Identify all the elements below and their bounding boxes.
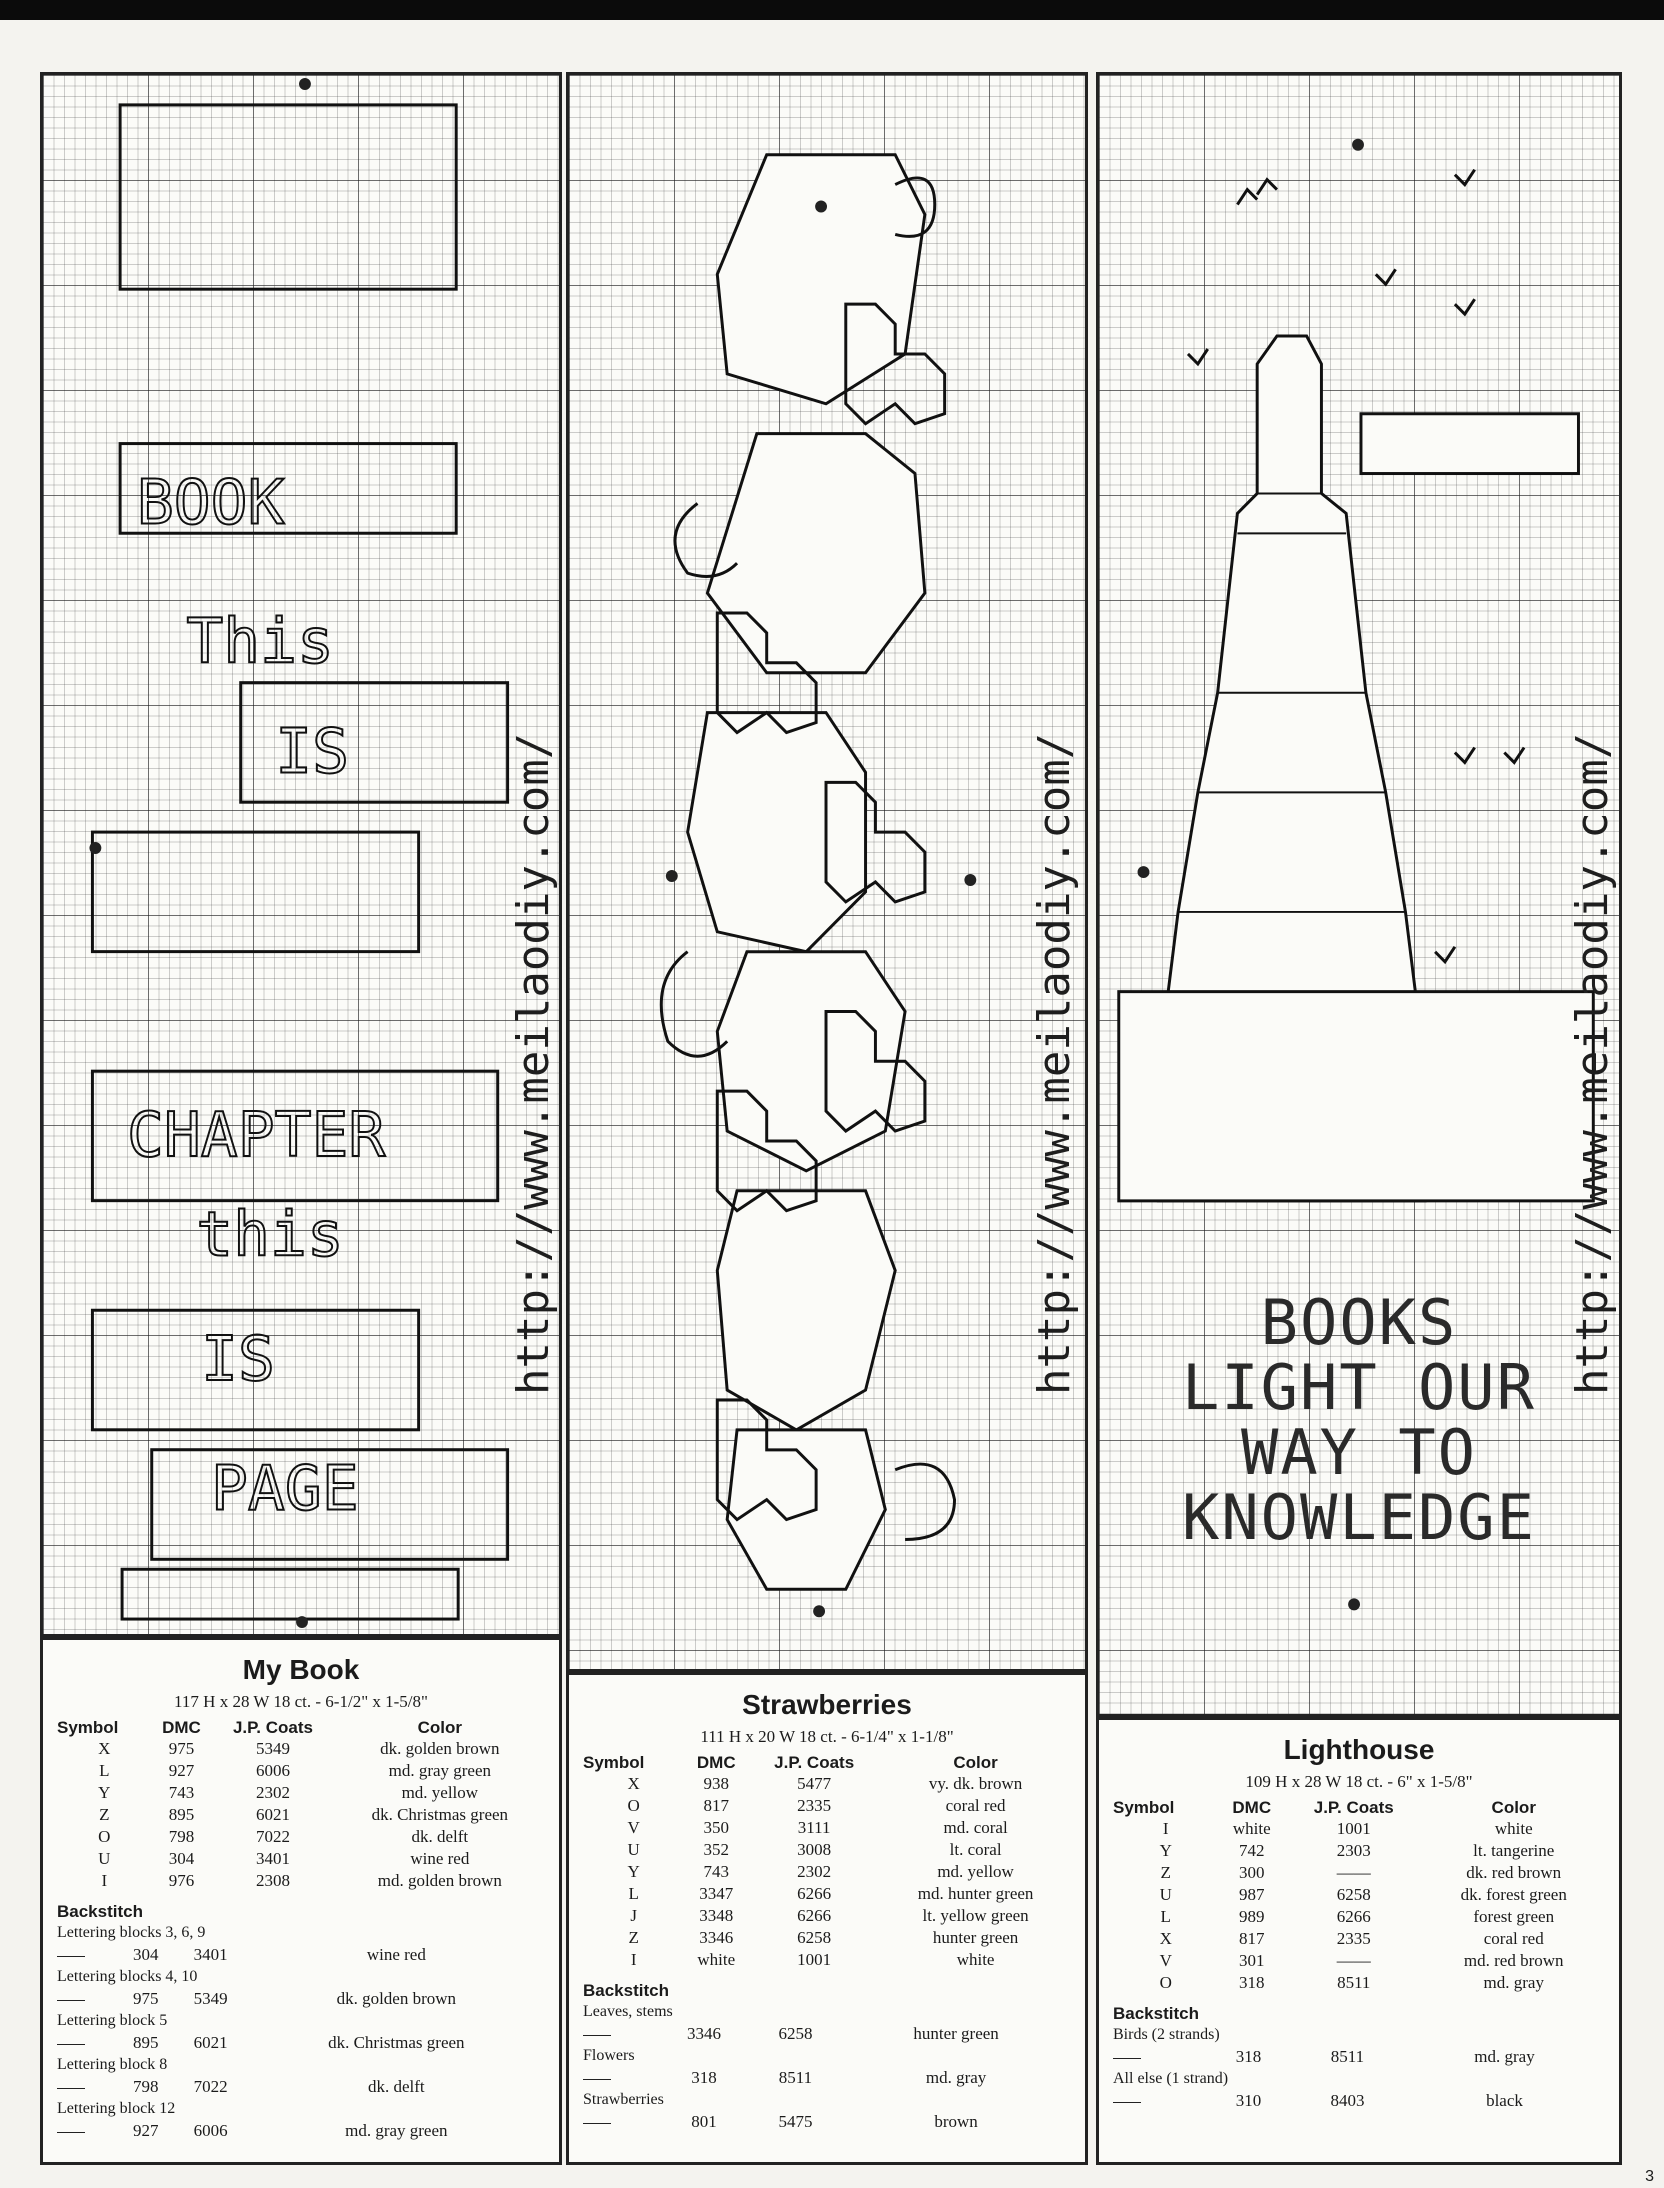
- jp-cell: 2303: [1336, 1841, 1371, 1860]
- color-cell: hunter green: [932, 1928, 1019, 1947]
- phrase-line-1: BOOKS: [1260, 1286, 1458, 1359]
- color-cell: md. gray: [925, 2068, 987, 2087]
- table-row: [1113, 1818, 1605, 1840]
- backstitch-table: [1113, 2024, 1605, 2112]
- dmc-cell: 927: [133, 2121, 159, 2140]
- color-cell: md. red brown: [1463, 1951, 1564, 1970]
- jp-cell: 5349: [255, 1739, 290, 1758]
- jp-cell: 8511: [1337, 1973, 1371, 1992]
- svg-text:PAGE: PAGE: [211, 1452, 359, 1525]
- svg-text:IS: IS: [201, 1322, 275, 1396]
- pattern-title: Lighthouse: [1283, 1734, 1435, 1765]
- color-cell: black: [1486, 2091, 1523, 2110]
- backstitch-label-row: [1113, 2068, 1605, 2090]
- dmc-cell: 975: [133, 1989, 159, 2008]
- header-jp: J.P. Coats: [1313, 1798, 1394, 1817]
- backstitch-row: [57, 2120, 545, 2142]
- symbol-cell: X: [98, 1739, 111, 1758]
- header-dmc: DMC: [1232, 1798, 1272, 1817]
- symbol-cell: J: [630, 1906, 637, 1925]
- header-color: Color: [953, 1753, 998, 1772]
- jp-cell: 2308: [255, 1871, 290, 1890]
- color-key-table: [57, 1718, 545, 1892]
- color-cell: dk. forest green: [1460, 1885, 1567, 1904]
- table-row: [583, 1883, 1071, 1905]
- table-row: [57, 1760, 545, 1782]
- color-cell: md. yellow: [401, 1783, 479, 1802]
- my-book-chart-grid: [40, 72, 562, 1637]
- backstitch-label: Lettering blocks 4, 10: [57, 1968, 198, 1985]
- jp-cell: ——: [1336, 1951, 1371, 1970]
- color-cell: md. gray: [1483, 1973, 1544, 1992]
- dmc-cell: 300: [1239, 1863, 1265, 1882]
- color-cell: forest green: [1473, 1907, 1555, 1926]
- color-cell: lt. yellow green: [922, 1906, 1029, 1925]
- symbol-cell: O: [1159, 1973, 1172, 1992]
- color-cell: md. gray green: [388, 1761, 492, 1780]
- table-row: [1113, 1862, 1605, 1884]
- pattern-size: 117 H x 28 W 18 ct. - 6-1/2" x 1-5/8": [174, 1692, 428, 1711]
- table-row: [1113, 1884, 1605, 1906]
- symbol-cell: Z: [99, 1805, 110, 1824]
- jp-cell: 6021: [193, 2033, 228, 2052]
- jp-cell: 7022: [255, 1827, 290, 1846]
- header-dmc: DMC: [162, 1718, 201, 1737]
- table-row: [57, 1782, 545, 1804]
- my-book-key-panel: [40, 1637, 562, 2165]
- table-header-row: [1113, 1798, 1605, 1818]
- header-symbol: Symbol: [583, 1753, 645, 1772]
- dmc-cell: 3346: [687, 2024, 722, 2043]
- dmc-cell: 3346: [699, 1928, 734, 1947]
- dmc-cell: 895: [133, 2033, 159, 2052]
- backstitch-label: Lettering block 5: [57, 2012, 168, 2029]
- svg-text:This: This: [186, 605, 334, 678]
- symbol-cell: Z: [1160, 1863, 1171, 1882]
- jp-cell: 6266: [797, 1884, 832, 1903]
- jp-cell: 2302: [797, 1862, 832, 1881]
- backstitch-label: Flowers: [583, 2047, 635, 2064]
- backstitch-label: Birds (2 strands): [1113, 2026, 1220, 2043]
- dash-line: [583, 2035, 611, 2036]
- lighthouse-chart-grid: [1096, 72, 1622, 1717]
- color-cell: wine red: [366, 1945, 426, 1964]
- color-cell: dk. delft: [411, 1827, 469, 1846]
- jp-cell: 7022: [193, 2077, 228, 2096]
- dmc-cell: 927: [168, 1761, 195, 1780]
- backstitch-row: [57, 2076, 545, 2098]
- jp-cell: 2335: [1336, 1929, 1371, 1948]
- svg-text:BOOK: BOOK: [136, 466, 285, 539]
- jp-cell: 1001: [1336, 1819, 1371, 1838]
- dmc-cell: 742: [1239, 1841, 1265, 1860]
- table-row: [583, 1817, 1071, 1839]
- color-cell: md. hunter green: [917, 1884, 1034, 1903]
- color-cell: wine red: [410, 1849, 470, 1868]
- color-cell: md. golden brown: [377, 1871, 502, 1890]
- page-number: 3: [1645, 2168, 1654, 2185]
- pattern-title: Strawberries: [742, 1689, 912, 1720]
- pattern-title: My Book: [242, 1654, 360, 1685]
- dmc-cell: 817: [1239, 1929, 1265, 1948]
- backstitch-label-row: [57, 2010, 545, 2032]
- color-cell: dk. Christmas green: [371, 1805, 509, 1824]
- dmc-cell: 3347: [699, 1884, 734, 1903]
- table-row: [57, 1870, 545, 1892]
- backstitch-row: [583, 2023, 1071, 2045]
- dash-line: [57, 1956, 85, 1957]
- backstitch-row: [583, 2067, 1071, 2089]
- table-row: [57, 1826, 545, 1848]
- dash-line: [583, 2123, 611, 2124]
- color-cell: lt. coral: [949, 1840, 1002, 1859]
- dmc-cell: 798: [133, 2077, 159, 2096]
- jp-cell: 1001: [797, 1950, 832, 1969]
- symbol-cell: O: [627, 1796, 640, 1815]
- jp-cell: 3401: [255, 1849, 290, 1868]
- header-color: Color: [1491, 1798, 1536, 1817]
- my-book-motif: [43, 75, 559, 1634]
- dmc-cell: 975: [168, 1739, 195, 1758]
- dash-line: [57, 2000, 85, 2001]
- dmc-cell: 743: [703, 1862, 729, 1881]
- dmc-cell: 304: [133, 1945, 159, 1964]
- jp-cell: 3008: [797, 1840, 832, 1859]
- symbol-cell: O: [98, 1827, 111, 1846]
- dmc-cell: 310: [1235, 2091, 1262, 2110]
- dmc-cell: 987: [1239, 1885, 1265, 1904]
- symbol-cell: I: [630, 1950, 637, 1969]
- jp-cell: 6266: [797, 1906, 832, 1925]
- symbol-cell: Y: [1159, 1841, 1172, 1860]
- header-dmc: DMC: [696, 1753, 736, 1772]
- symbol-cell: I: [101, 1871, 108, 1890]
- dmc-cell: 304: [168, 1849, 195, 1868]
- jp-cell: 8511: [1330, 2047, 1365, 2066]
- backstitch-row: [57, 1988, 545, 2010]
- dmc-cell: 301: [1239, 1951, 1265, 1970]
- backstitch-row: [57, 2032, 545, 2054]
- jp-cell: 6258: [1336, 1885, 1371, 1904]
- jp-cell: 5475: [778, 2112, 813, 2131]
- table-row: [57, 1848, 545, 1870]
- jp-cell: 6021: [255, 1805, 290, 1824]
- table-row: [1113, 1972, 1605, 1994]
- strawberries-motif: [569, 75, 1085, 1669]
- symbol-cell: L: [628, 1884, 639, 1903]
- color-cell: brown: [934, 2112, 978, 2131]
- backstitch-row: [583, 2111, 1071, 2133]
- dmc-cell: 318: [1235, 2047, 1262, 2066]
- table-row: [583, 1949, 1071, 1971]
- top-border: [0, 0, 1664, 20]
- table-row: [57, 1804, 545, 1826]
- jp-cell: 6258: [778, 2024, 813, 2043]
- pattern-size: 111 H x 20 W 18 ct. - 6-1/4" x 1-1/8": [700, 1727, 954, 1746]
- jp-cell: 6006: [255, 1761, 290, 1780]
- pattern-size: 109 H x 28 W 18 ct. - 6" x 1-5/8": [1245, 1772, 1473, 1791]
- color-cell: coral red: [945, 1796, 1006, 1815]
- color-cell: white: [1494, 1819, 1533, 1838]
- color-cell: coral red: [1483, 1929, 1544, 1948]
- backstitch-label: Lettering block 12: [57, 2100, 176, 2117]
- backstitch-title: Backstitch: [1113, 2004, 1199, 2023]
- backstitch-label-row: [57, 1922, 545, 1944]
- symbol-cell: U: [627, 1840, 640, 1859]
- header-symbol: Symbol: [1113, 1798, 1175, 1817]
- table-row: [57, 1738, 545, 1760]
- jp-cell: 6006: [193, 2121, 228, 2140]
- symbol-cell: V: [627, 1818, 640, 1837]
- color-key-table: [1113, 1798, 1605, 1994]
- jp-cell: 3401: [193, 1945, 228, 1964]
- symbol-cell: Z: [628, 1928, 639, 1947]
- dmc-cell: 318: [1239, 1973, 1265, 1992]
- backstitch-label-row: [583, 2001, 1071, 2023]
- dmc-cell: 318: [691, 2068, 717, 2087]
- symbol-cell: X: [627, 1774, 640, 1793]
- dmc-cell: 798: [168, 1827, 195, 1846]
- phrase-line-2: LIGHT OUR: [1182, 1351, 1536, 1425]
- dash-line: [57, 2088, 85, 2089]
- dmc-cell: 817: [703, 1796, 729, 1815]
- header-jp: J.P. Coats: [774, 1753, 855, 1772]
- table-row: [583, 1905, 1071, 1927]
- lighthouse-phrase: [1159, 1286, 1559, 1555]
- backstitch-label-row: [57, 2054, 545, 2076]
- table-row: [583, 1861, 1071, 1883]
- dash-line: [583, 2079, 611, 2080]
- color-cell: dk. red brown: [1466, 1863, 1562, 1882]
- dmc-cell: white: [697, 1950, 736, 1969]
- color-cell: vy. dk. brown: [928, 1774, 1023, 1793]
- symbol-cell: Y: [98, 1783, 111, 1802]
- backstitch-label-row: [583, 2089, 1071, 2111]
- color-cell: dk. Christmas green: [328, 2033, 465, 2052]
- backstitch-row: [1113, 2090, 1605, 2112]
- strawberries-chart-grid: [566, 72, 1088, 1672]
- table-row: [1113, 1928, 1605, 1950]
- jp-cell: 5477: [797, 1774, 832, 1793]
- backstitch-label-row: [57, 1966, 545, 1988]
- backstitch-row: [57, 1944, 545, 1966]
- dmc-cell: 743: [168, 1783, 195, 1802]
- backstitch-table: [57, 1922, 545, 2142]
- color-cell: dk. golden brown: [336, 1989, 457, 2008]
- jp-cell: ——: [1336, 1863, 1371, 1882]
- dmc-cell: white: [1232, 1819, 1271, 1838]
- symbol-cell: L: [1160, 1907, 1171, 1926]
- backstitch-table: [583, 2001, 1071, 2133]
- dmc-cell: 350: [703, 1818, 729, 1837]
- color-cell: md. yellow: [937, 1862, 1014, 1881]
- jp-cell: 6258: [797, 1928, 832, 1947]
- backstitch-label: Strawberries: [583, 2091, 664, 2108]
- symbol-cell: X: [1159, 1929, 1172, 1948]
- backstitch-title: Backstitch: [57, 1902, 143, 1921]
- backstitch-label: Leaves, stems: [583, 2003, 673, 2020]
- svg-text:CHAPTER: CHAPTER: [127, 1098, 386, 1171]
- backstitch-label-row: [583, 2045, 1071, 2067]
- backstitch-title: Backstitch: [583, 1981, 669, 2000]
- svg-text:IS: IS: [275, 715, 350, 788]
- table-row: [1113, 1950, 1605, 1972]
- header-jp: J.P. Coats: [232, 1718, 313, 1737]
- backstitch-label-row: [57, 2098, 545, 2120]
- jp-cell: 2335: [797, 1796, 832, 1815]
- dash-line: [1113, 2058, 1141, 2059]
- lighthouse-key-panel: [1096, 1717, 1622, 2165]
- color-cell: dk. golden brown: [380, 1739, 500, 1758]
- jp-cell: 6266: [1336, 1907, 1371, 1926]
- jp-cell: 3111: [797, 1818, 831, 1837]
- color-cell: dk. delft: [367, 2077, 425, 2096]
- jp-cell: 8403: [1330, 2091, 1365, 2110]
- jp-cell: 2302: [255, 1783, 290, 1802]
- phrase-line-4: KNOWLEDGE: [1182, 1481, 1536, 1555]
- dash-line: [57, 2132, 85, 2133]
- table-header-row: [583, 1753, 1071, 1773]
- svg-text:this: this: [196, 1198, 344, 1271]
- symbol-cell: V: [1159, 1951, 1172, 1970]
- backstitch-label: Lettering block 8: [57, 2056, 168, 2073]
- color-cell: lt. tangerine: [1473, 1841, 1555, 1860]
- color-cell: hunter green: [913, 2024, 999, 2043]
- table-row: [583, 1839, 1071, 1861]
- color-cell: md. coral: [943, 1818, 1008, 1837]
- jp-cell: 5349: [193, 1989, 228, 2008]
- backstitch-label: All else (1 strand): [1113, 2070, 1229, 2087]
- watermark-1: http://www.meilaodiy.com/: [508, 732, 559, 1395]
- backstitch-label-row: [1113, 2024, 1605, 2046]
- symbol-cell: I: [1162, 1819, 1169, 1838]
- dash-line: [57, 2044, 85, 2045]
- symbol-cell: Y: [627, 1862, 640, 1881]
- table-row: [1113, 1840, 1605, 1862]
- dmc-cell: 976: [168, 1871, 195, 1890]
- table-row: [583, 1795, 1071, 1817]
- header-symbol: Symbol: [57, 1718, 119, 1737]
- dmc-cell: 989: [1239, 1907, 1265, 1926]
- color-cell: md. gray green: [345, 2121, 448, 2140]
- dmc-cell: 352: [703, 1840, 729, 1859]
- jp-cell: 8511: [778, 2068, 813, 2087]
- color-key-table: [583, 1753, 1071, 1971]
- color-cell: white: [956, 1950, 995, 1969]
- symbol-cell: U: [98, 1849, 111, 1868]
- table-row: [583, 1927, 1071, 1949]
- dmc-cell: 801: [691, 2112, 717, 2131]
- symbol-cell: L: [99, 1761, 110, 1780]
- dmc-cell: 895: [168, 1805, 195, 1824]
- backstitch-row: [1113, 2046, 1605, 2068]
- phrase-line-3: WAY TO: [1241, 1416, 1477, 1490]
- watermark-3: http://www.meilaodiy.com/: [1567, 732, 1618, 1395]
- table-row: [1113, 1906, 1605, 1928]
- table-row: [583, 1773, 1071, 1795]
- strawberries-key-panel: [566, 1672, 1088, 2165]
- header-color: Color: [417, 1718, 463, 1737]
- dmc-cell: 3348: [699, 1906, 734, 1925]
- dash-line: [1113, 2102, 1141, 2103]
- table-header-row: [57, 1718, 545, 1738]
- dmc-cell: 938: [703, 1774, 729, 1793]
- color-cell: md. gray: [1474, 2047, 1535, 2066]
- backstitch-label: Lettering blocks 3, 6, 9: [57, 1924, 206, 1941]
- symbol-cell: U: [1159, 1885, 1172, 1904]
- watermark-2: http://www.meilaodiy.com/: [1029, 732, 1080, 1395]
